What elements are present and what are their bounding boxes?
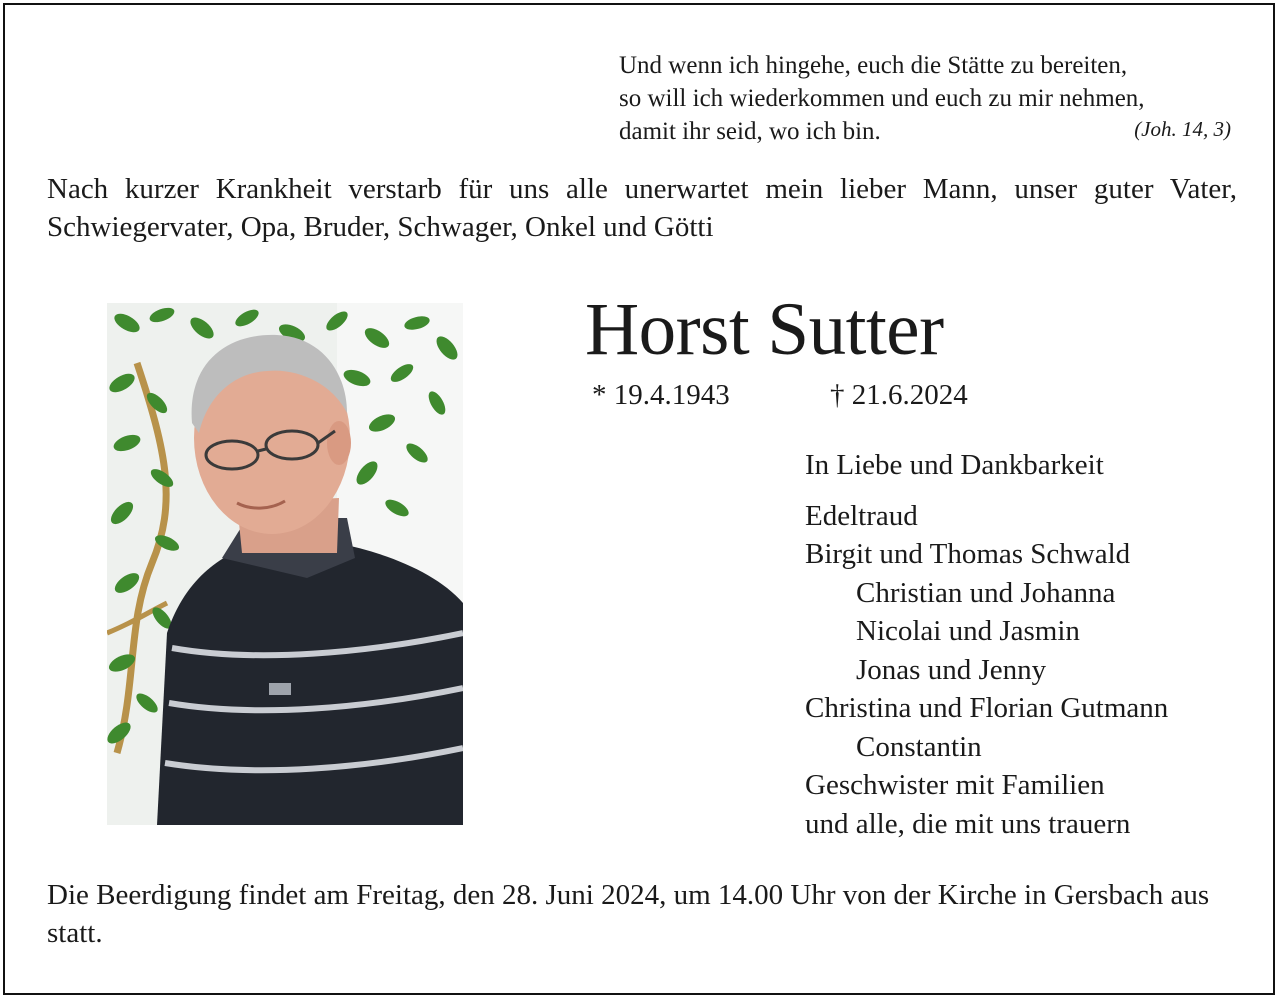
- portrait-photo: [107, 303, 463, 825]
- spacer: [805, 485, 1265, 497]
- intro-text: Nach kurzer Krankheit verstarb für uns alle unerwartet mein lieber Mann, unser guter Vater, Schwiegervater, Opa, Bruder, Schwager, Onkel und Götti: [47, 173, 1237, 243]
- mourner: Nicolai und Jasmin: [856, 615, 1080, 647]
- mourner: Jonas und Jenny: [856, 653, 1047, 686]
- bible-verse: [619, 49, 1233, 148]
- portrait-illustration: [107, 303, 463, 825]
- mourner: Christina und Florian Gutmann: [805, 692, 1169, 724]
- birth-date: * 19.4.1943: [592, 379, 730, 411]
- mourners-list: [805, 446, 1265, 843]
- mourner: Geschwister mit Familien: [805, 769, 1105, 801]
- mourners-heading: In Liebe und Dankbarkeit: [805, 449, 1104, 481]
- deceased-name: Horst Sutter: [585, 288, 944, 371]
- verse-reference: (Joh. 14, 3): [1134, 117, 1231, 141]
- verse-line: Und wenn ich hingehe, euch die Stätte zu bereiten,: [619, 52, 1128, 79]
- funeral-notice: Die Beerdigung findet am Freitag, den 28. Juni 2024, um 14.00 Uhr von der Kirche in Gersbach aus statt.: [47, 879, 1210, 949]
- mourner: Birgit und Thomas Schwald: [805, 538, 1131, 570]
- verse-line: so will ich wiederkommen und euch zu mir nehmen,: [619, 85, 1145, 112]
- mourner: Constantin: [856, 730, 982, 763]
- mourner: und alle, die mit uns trauern: [805, 807, 1131, 840]
- mourner: Christian und Johanna: [856, 576, 1116, 609]
- verse-line: damit ihr seid, wo ich bin.: [619, 118, 881, 145]
- mourner: Edeltraud: [805, 499, 918, 532]
- death-date: † 21.6.2024: [830, 379, 968, 411]
